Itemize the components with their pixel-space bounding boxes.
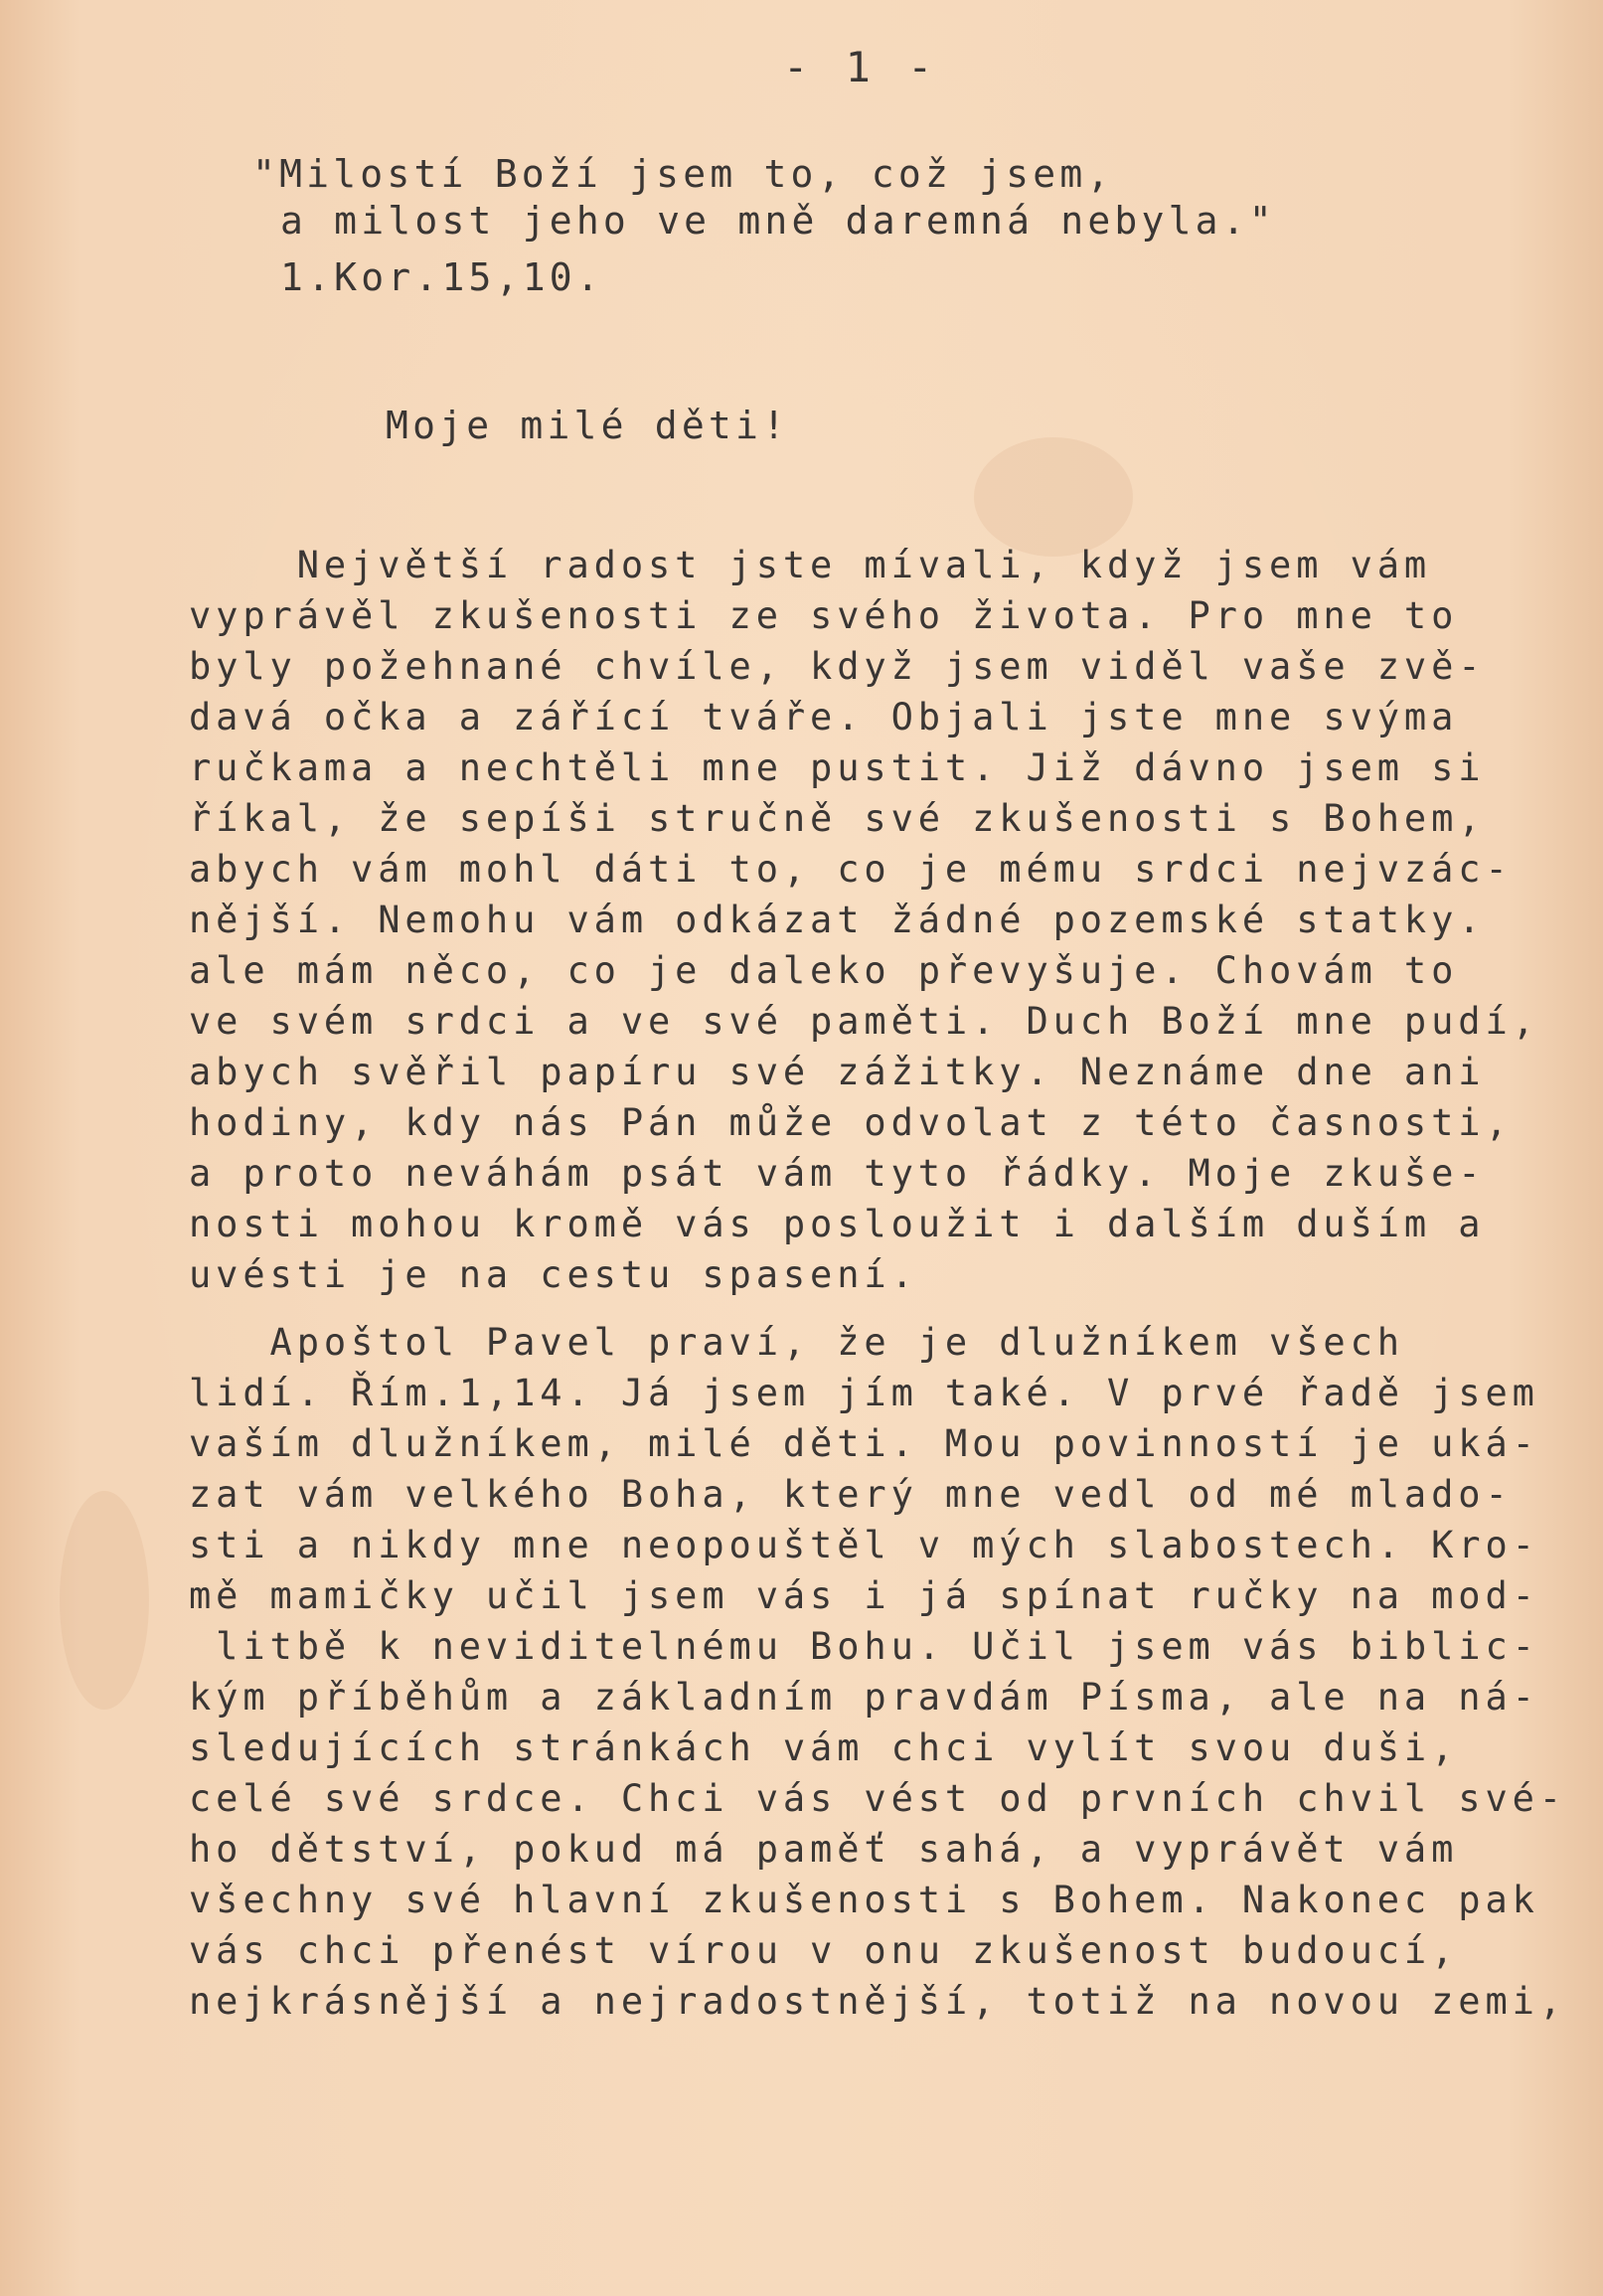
text-line: vyprávěl zkušenosti ze svého života. Pro mne to bbox=[189, 594, 1459, 637]
text-line: hodiny, kdy nás Pán může odvolat z této časnosti, bbox=[189, 1101, 1513, 1144]
text-line: byly požehnané chvíle, když jsem viděl vaše zvě- bbox=[189, 645, 1486, 688]
text-line: davá očka a zářící tváře. Objali jste mne svýma bbox=[189, 696, 1459, 738]
motto-line: "Milostí Boží jsem to, což jsem, bbox=[252, 152, 1114, 196]
text-line: uvésti je na cestu spasení. bbox=[189, 1253, 918, 1296]
motto-reference: 1.Kor.15,10. bbox=[280, 255, 603, 299]
text-line: vaším dlužníkem, milé děti. Mou povinností je uká- bbox=[189, 1422, 1539, 1465]
text-line: sti a nikdy mne neopouštěl v mých slabostech. Kro- bbox=[189, 1524, 1539, 1566]
paper-stain bbox=[974, 437, 1133, 557]
text-line: Apoštol Pavel praví, že je dlužníkem všech bbox=[189, 1321, 1404, 1364]
text-line: Největší radost jste mívali, když jsem vám bbox=[189, 544, 1432, 586]
text-line: nosti mohou kromě vás posloužit i dalším duším a bbox=[189, 1203, 1486, 1245]
page-number: - 1 - bbox=[783, 43, 939, 91]
text-line: nější. Nemohu vám odkázat žádné pozemské statky. bbox=[189, 899, 1486, 941]
text-line: všechny své hlavní zkušenosti s Bohem. Nakonec pak bbox=[189, 1879, 1539, 1921]
text-line: kým příběhům a základním pravdám Písma, ale na ná- bbox=[189, 1676, 1539, 1719]
text-line: a proto neváhám psát vám tyto řádky. Moje zkuše- bbox=[189, 1152, 1486, 1195]
text-line: zat vám velkého Boha, který mne vedl od mé mlado- bbox=[189, 1473, 1513, 1516]
text-line: ručkama a nechtěli mne pustit. Již dávno jsem si bbox=[189, 746, 1486, 789]
paragraph bbox=[189, 1317, 1566, 2027]
paragraph bbox=[189, 540, 1539, 1300]
motto-line: a milost jeho ve mně daremná nebyla." bbox=[280, 199, 1276, 243]
text-line: mě mamičky učil jsem vás i já spínat ručky na mod- bbox=[189, 1574, 1539, 1617]
text-line: lidí. Řím.1,14. Já jsem jím také. V prvé řadě jsem bbox=[189, 1372, 1539, 1414]
text-line: litbě k neviditelnému Bohu. Učil jsem vás biblic- bbox=[189, 1625, 1539, 1668]
text-line: abych vám mohl dáti to, co je mému srdci nejvzác- bbox=[189, 848, 1513, 891]
text-line: vás chci přenést vírou v onu zkušenost budoucí, bbox=[189, 1929, 1459, 1972]
text-line: ale mám něco, co je daleko převyšuje. Chovám to bbox=[189, 949, 1459, 992]
text-line: říkal, že sepíši stručně své zkušenosti s Bohem, bbox=[189, 797, 1486, 840]
paper-stain bbox=[60, 1491, 149, 1710]
greeting: Moje milé děti! bbox=[386, 404, 790, 447]
text-line: ho dětství, pokud má paměť sahá, a vyprávět vám bbox=[189, 1828, 1459, 1871]
text-line: celé své srdce. Chci vás vést od prvních chvil své- bbox=[189, 1777, 1566, 1820]
text-line: abych svěřil papíru své zážitky. Neznáme dne ani bbox=[189, 1051, 1486, 1093]
text-line: nejkrásnější a nejradostnější, totiž na novou zemi, bbox=[189, 1980, 1566, 2023]
text-line: ve svém srdci a ve své paměti. Duch Boží mne pudí, bbox=[189, 1000, 1539, 1043]
text-line: sledujících stránkách vám chci vylít svou duši, bbox=[189, 1726, 1459, 1769]
